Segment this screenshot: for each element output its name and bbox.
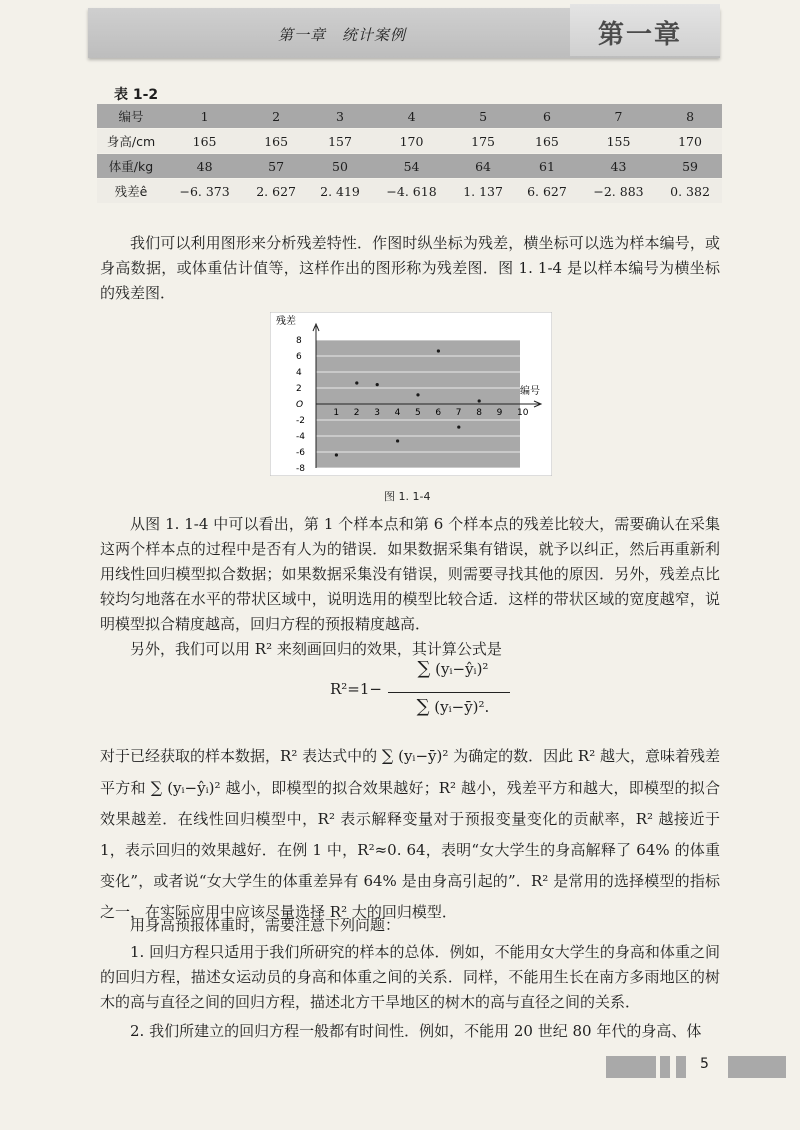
table-cell: 57 xyxy=(244,154,308,179)
table-cell: 5 xyxy=(451,104,515,129)
table-row xyxy=(97,129,722,154)
table-cell: −2. 883 xyxy=(579,179,658,204)
paragraph-notes-intro: 用身高预报体重时，需要注意下列问题： xyxy=(130,916,401,934)
table-row-label: 体重/kg xyxy=(97,154,165,179)
chart-x-tick-label: 8 xyxy=(476,408,482,418)
numerator-expression: (yᵢ−ŷᵢ)² xyxy=(435,660,489,678)
table-cell: 50 xyxy=(308,154,372,179)
table-cell: 170 xyxy=(658,129,722,154)
chapter-subtitle: 第一章 统计案例 xyxy=(278,26,407,44)
table-title: 表 1-2 xyxy=(114,87,159,103)
chart-y-tick-label: -4 xyxy=(296,432,305,442)
footer-bar xyxy=(676,1056,686,1078)
chart-point xyxy=(416,393,419,396)
table-cell: 175 xyxy=(451,129,515,154)
table-cell: 3 xyxy=(308,104,372,129)
table-cell: 6. 627 xyxy=(515,179,579,204)
table-cell: 1 xyxy=(165,104,244,129)
table-cell: 1. 137 xyxy=(451,179,515,204)
inline-sum-symbol: ∑ xyxy=(150,778,163,797)
denominator-expression: (yᵢ−ȳ)². xyxy=(434,698,490,716)
table-cell: 2. 627 xyxy=(244,179,308,204)
chart-point xyxy=(478,399,481,402)
table-row-label: 身高/cm xyxy=(97,129,165,154)
sum-symbol: ∑ xyxy=(416,696,430,717)
chart-y-tick-label: O xyxy=(296,400,304,410)
table-cell: 2 xyxy=(244,104,308,129)
residual-scatter-chart xyxy=(270,312,552,476)
figure-caption: 图 1. 1-4 xyxy=(384,490,431,503)
table-row xyxy=(97,154,722,179)
table-cell: 165 xyxy=(515,129,579,154)
chart-x-tick-label: 6 xyxy=(435,408,442,418)
table-row xyxy=(97,104,722,129)
paragraph-residual-analysis: 从图 1. 1-4 中可以看出，第 1 个样本点和第 6 个样本点的残差比较大，需要确认在采集这两个样本点的过程中是否有人为的错误．如果数据采集有错误，就予以纠正，然后再重新利用线性回归模型拟合数据；如果数据采集没有错误，则需要寻找其他的原因．另外，残差点比较均匀地落在水平的带状区域中，说明选用的模型比较合适．这样的带状区域的宽度越窄，说明模型拟合精度越高，回归方程的预报精度越高． xyxy=(100,515,720,633)
chart-x-tick-label: 9 xyxy=(496,408,503,418)
table-cell: 155 xyxy=(579,129,658,154)
chart-x-tick-label: 7 xyxy=(455,408,462,418)
chart-y-tick-label: -2 xyxy=(296,416,305,426)
formula-denominator xyxy=(388,696,518,717)
footer-bar xyxy=(606,1056,656,1078)
page-number: 5 xyxy=(700,1056,709,1072)
table-cell: 8 xyxy=(658,104,722,129)
table-cell: 54 xyxy=(372,154,451,179)
table-cell: 6 xyxy=(515,104,579,129)
fraction-bar xyxy=(388,692,510,693)
table-row-label: 残差ê xyxy=(97,179,165,204)
inline-sum-symbol: ∑ xyxy=(381,746,394,765)
chart-point xyxy=(376,383,379,386)
chart-y-tick-label: 2 xyxy=(296,384,302,394)
table-cell: −4. 618 xyxy=(372,179,451,204)
table-cell: 59 xyxy=(658,154,722,179)
chart-y-tick-label: -6 xyxy=(296,448,305,458)
chart-y-axis-label: 残差 xyxy=(276,316,296,327)
formula-numerator xyxy=(388,658,518,679)
table-cell: 61 xyxy=(515,154,579,179)
formula-lhs: R²=1− xyxy=(330,680,382,698)
para4-part-b: (yᵢ−ȳ)² 为确定的数．因此 R² 越大，意味着残差平方和 xyxy=(100,747,720,797)
table-row-label: 编号 xyxy=(97,104,165,129)
table-cell: 4 xyxy=(372,104,451,129)
chart-x-tick-label: 1 xyxy=(333,408,340,418)
sum-symbol: ∑ xyxy=(417,658,431,679)
table-row xyxy=(97,179,722,204)
r-squared-formula xyxy=(330,658,530,728)
chart-x-tick-label: 3 xyxy=(374,408,380,418)
chart-x-tick-label: 4 xyxy=(394,408,401,418)
chart-point xyxy=(396,439,399,442)
table-cell: 165 xyxy=(165,129,244,154)
table-cell: 64 xyxy=(451,154,515,179)
table-cell: 2. 419 xyxy=(308,179,372,204)
chapter-tab-label: 第一章 xyxy=(598,20,683,50)
table-cell: 157 xyxy=(308,129,372,154)
chart-y-tick-label: 4 xyxy=(296,368,302,378)
table-cell: −6. 373 xyxy=(165,179,244,204)
paragraph-note-1: 1. 回归方程只适用于我们所研究的样本的总体．例如，不能用女大学生的身高和体重之间的回归方程，描述女运动员的身高和体重之间的关系．同样，不能用生长在南方多雨地区的树木的高与直径之间的回归方程，描述北方干旱地区的树木的高与直径之间的关系． xyxy=(100,943,720,1011)
table-cell: 48 xyxy=(165,154,244,179)
paragraph-r-squared-intro: 另外，我们可以用 R² 来刻画回归的效果，其计算公式是 xyxy=(130,640,502,658)
table-cell: 170 xyxy=(372,129,451,154)
table-cell: 7 xyxy=(579,104,658,129)
chart-x-axis-label: 编号 xyxy=(520,386,540,397)
chart-y-tick-label: 6 xyxy=(296,352,302,362)
paragraph-note-2: 2. 我们所建立的回归方程一般都有时间性．例如，不能用 20 世纪 80 年代的身高、体 xyxy=(130,1022,702,1040)
residual-table xyxy=(97,104,722,204)
chart-point xyxy=(457,425,460,428)
table-cell: 165 xyxy=(244,129,308,154)
para4-part-c: (yᵢ−ŷᵢ)² 越小，即模型的拟合效果越好；R² 越小，残差平方和越大，即模型的拟合效果越差．在线性回归模型中，R² 表示解释变量对于预报变量变化的贡献率，R² 越接近于 1，表示回归的效果越好．在例 1 中，R²≈0. 64，表明“女大学生的身高解释了 64% 的体重变化”，或者说“女大学生的体重差异有 64% 是由身高引起的”．R² 是常用的选择模型的指标之一，在实际应用中应该尽量选择 R² 大的回归模型． xyxy=(100,779,720,921)
chart-x-tick-label: 2 xyxy=(353,408,360,418)
chart-point xyxy=(335,453,338,456)
chart-x-tick-label: 5 xyxy=(415,408,421,418)
footer-bar xyxy=(660,1056,670,1078)
chart-y-tick-label: 8 xyxy=(296,336,302,346)
table-cell: 0. 382 xyxy=(658,179,722,204)
para4-part-a: 对于已经获取的样本数据，R² 表达式中的 xyxy=(100,747,378,765)
chart-point xyxy=(355,381,358,384)
table-cell: 43 xyxy=(579,154,658,179)
chart-y-tick-label: -8 xyxy=(296,464,305,474)
chart-x-tick-label: 10 xyxy=(517,408,529,418)
footer-bar xyxy=(728,1056,786,1078)
chart-point xyxy=(437,349,440,352)
chapter-tab xyxy=(570,4,720,56)
paragraph-residual-plot-intro: 我们可以利用图形来分析残差特性．作图时纵坐标为残差，横坐标可以选为样本编号，或身高数据，或体重估计值等，这样作出的图形称为残差图．图 1. 1-4 是以样本编号为横坐标的残差图． xyxy=(100,234,720,302)
paragraph-r-squared-explanation xyxy=(100,740,720,928)
